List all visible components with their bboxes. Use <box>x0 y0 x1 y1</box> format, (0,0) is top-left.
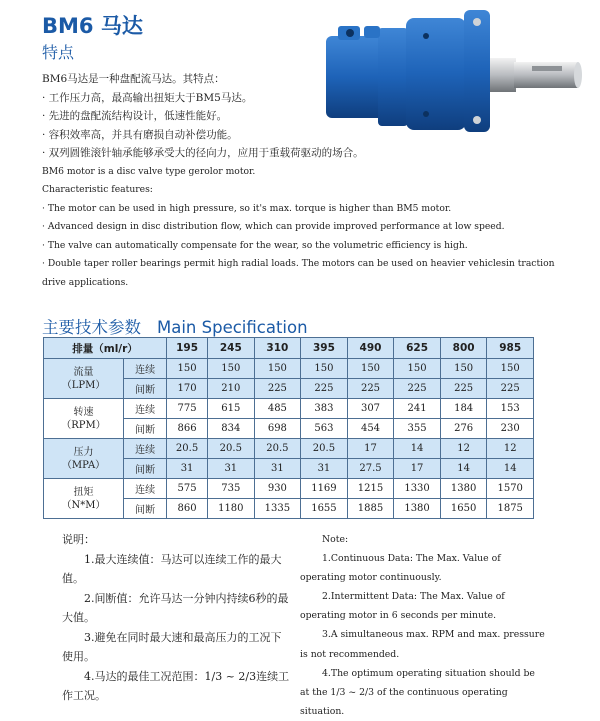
spec-title <box>42 314 308 338</box>
group-unit: （RPM） <box>61 419 106 431</box>
spec-title-cn: 主要技术参数 <box>42 318 141 337</box>
note-cn-item: 1.最大连续值：马达可以连续工作的最大值。 <box>62 552 282 585</box>
table-cell: 1380 <box>440 479 487 499</box>
table-header-row <box>44 338 534 359</box>
notes-cn-heading: 说明： <box>62 533 95 546</box>
mode-label: 间断 <box>124 419 167 439</box>
displacement-value: 195 <box>167 338 208 359</box>
feature-cn-item: · 先进的盘配流结构设计，低速性能好。 <box>42 110 228 122</box>
table-cell: 241 <box>394 399 441 419</box>
feature-en-item: · The motor can be used in high pressure, so it's max. torque is higher than BM5 motor. <box>42 202 452 214</box>
table-cell: 225 <box>394 379 441 399</box>
mode-label: 连续 <box>124 479 167 499</box>
table-cell: 485 <box>254 399 301 419</box>
displacement-value: 625 <box>394 338 441 359</box>
table-cell: 20.5 <box>254 439 301 459</box>
table-cell: 20.5 <box>167 439 208 459</box>
table-cell: 230 <box>487 419 534 439</box>
notes-cn <box>62 530 292 706</box>
row-group-label <box>44 439 124 479</box>
feature-en-item: · Advanced design in disc distribution flow, which can provide improved performance at low speed. <box>42 221 505 232</box>
features-block <box>42 70 600 292</box>
table-cell: 153 <box>487 399 534 419</box>
mode-label: 连续 <box>124 399 167 419</box>
mode-label: 间断 <box>124 379 167 399</box>
table-cell: 170 <box>167 379 208 399</box>
group-name: 流量 <box>73 366 94 378</box>
table-cell: 1335 <box>254 499 301 519</box>
table-row <box>44 399 534 419</box>
note-en-item: 1.Continuous Data: The Max. Value of operating motor continuously. <box>300 553 501 584</box>
row-group-label <box>44 479 124 519</box>
feature-en-item: · The valve can automatically compensate for the wear, so the volumetric efficiency is high. <box>42 239 468 251</box>
note-cn-item: 4.马达的最佳工况范围：1/3 ~ 2/3连续工作工况。 <box>62 669 290 702</box>
page-title: BM6 马达 <box>42 14 143 38</box>
group-unit: （LPM） <box>61 379 106 391</box>
feature-cn-item: · 双列圆锥滚针轴承能够承受大的径向力，应用于重载荷驱动的场合。 <box>42 147 364 159</box>
table-cell: 150 <box>254 359 301 379</box>
table-cell: 14 <box>394 439 441 459</box>
spec-title-en: Main Specification <box>157 318 308 337</box>
mode-label: 间断 <box>124 499 167 519</box>
table-cell: 930 <box>254 479 301 499</box>
group-name: 转速 <box>73 406 94 418</box>
table-cell: 31 <box>208 459 255 479</box>
table-row <box>44 479 534 499</box>
table-cell: 225 <box>301 379 348 399</box>
table-cell: 735 <box>208 479 255 499</box>
table-cell: 276 <box>440 419 487 439</box>
spec-table <box>43 337 534 519</box>
notes-en <box>300 530 545 721</box>
displacement-value: 245 <box>208 338 255 359</box>
table-cell: 1875 <box>487 499 534 519</box>
displacement-value: 800 <box>440 338 487 359</box>
table-cell: 355 <box>394 419 441 439</box>
table-cell: 1215 <box>347 479 394 499</box>
table-cell: 27.5 <box>347 459 394 479</box>
group-unit: （MPA） <box>61 459 106 471</box>
table-cell: 12 <box>440 439 487 459</box>
table-cell: 563 <box>301 419 348 439</box>
feature-cn-intro: BM6马达是一种盘配流马达。其特点： <box>42 73 225 85</box>
features-heading: 特点 <box>42 43 75 62</box>
feature-en-heading: Characteristic features: <box>42 184 153 195</box>
mode-label: 连续 <box>124 359 167 379</box>
feature-cn-item: · 工作压力高，最高输出扭矩大于BM5马达。 <box>42 91 253 104</box>
table-cell: 150 <box>394 359 441 379</box>
table-cell: 150 <box>347 359 394 379</box>
table-cell: 307 <box>347 399 394 419</box>
table-cell: 225 <box>347 379 394 399</box>
displacement-value: 985 <box>487 338 534 359</box>
note-en-item: 4.The optimum operating situation should be at the 1/3 ~ 2/3 of the continuous operating situation. <box>300 667 535 717</box>
row-group-label <box>44 399 124 439</box>
note-en-item: 3.A simultaneous max. RPM and max. pressure is not recommended. <box>300 629 545 660</box>
table-cell: 14 <box>487 459 534 479</box>
table-cell: 1655 <box>301 499 348 519</box>
displacement-value: 310 <box>254 338 301 359</box>
table-cell: 17 <box>394 459 441 479</box>
table-cell: 31 <box>167 459 208 479</box>
table-cell: 150 <box>167 359 208 379</box>
table-cell: 31 <box>301 459 348 479</box>
table-cell: 20.5 <box>301 439 348 459</box>
notes-en-heading: Note: <box>322 534 349 545</box>
table-cell: 1380 <box>394 499 441 519</box>
table-cell: 17 <box>347 439 394 459</box>
table-cell: 150 <box>208 359 255 379</box>
table-cell: 20.5 <box>208 439 255 459</box>
group-name: 压力 <box>73 446 94 458</box>
table-cell: 150 <box>487 359 534 379</box>
table-cell: 150 <box>440 359 487 379</box>
table-cell: 210 <box>208 379 255 399</box>
table-cell: 1330 <box>394 479 441 499</box>
table-cell: 31 <box>254 459 301 479</box>
displacement-value: 490 <box>347 338 394 359</box>
mode-label: 间断 <box>124 459 167 479</box>
table-cell: 1169 <box>301 479 348 499</box>
table-cell: 225 <box>440 379 487 399</box>
row-group-label <box>44 359 124 399</box>
table-cell: 575 <box>167 479 208 499</box>
table-cell: 1570 <box>487 479 534 499</box>
mode-label: 连续 <box>124 439 167 459</box>
displacement-value: 395 <box>301 338 348 359</box>
table-cell: 184 <box>440 399 487 419</box>
table-cell: 866 <box>167 419 208 439</box>
table-cell: 1650 <box>440 499 487 519</box>
table-cell: 454 <box>347 419 394 439</box>
table-cell: 14 <box>440 459 487 479</box>
table-cell: 834 <box>208 419 255 439</box>
table-row <box>44 439 534 459</box>
displacement-header: 排量（ml/r） <box>44 338 167 359</box>
table-row <box>44 359 534 379</box>
table-cell: 1885 <box>347 499 394 519</box>
table-cell: 150 <box>301 359 348 379</box>
note-cn-item: 2.间断值：允许马达一分钟内持续6秒的最大值。 <box>62 591 289 624</box>
note-en-item: 2.Intermittent Data: The Max. Value of operating motor in 6 seconds per minute. <box>300 591 505 622</box>
table-cell: 698 <box>254 419 301 439</box>
feature-en-intro: BM6 motor is a disc valve type gerolor motor. <box>42 165 256 177</box>
group-name: 扭矩 <box>73 486 94 498</box>
note-cn-item: 3.避免在同时最大速和最高压力的工况下使用。 <box>62 630 282 663</box>
table-cell: 225 <box>254 379 301 399</box>
table-cell: 775 <box>167 399 208 419</box>
feature-en-item: · Double taper roller bearings permit high radial loads. The motors can be used on heavier vehiclesin traction drive applications. <box>42 258 555 288</box>
table-cell: 12 <box>487 439 534 459</box>
table-cell: 860 <box>167 499 208 519</box>
table-cell: 1180 <box>208 499 255 519</box>
group-unit: （N*M） <box>61 499 106 511</box>
table-cell: 383 <box>301 399 348 419</box>
table-cell: 225 <box>487 379 534 399</box>
feature-cn-item: · 容积效率高，并具有磨损自动补偿功能。 <box>42 128 238 141</box>
table-cell: 615 <box>208 399 255 419</box>
